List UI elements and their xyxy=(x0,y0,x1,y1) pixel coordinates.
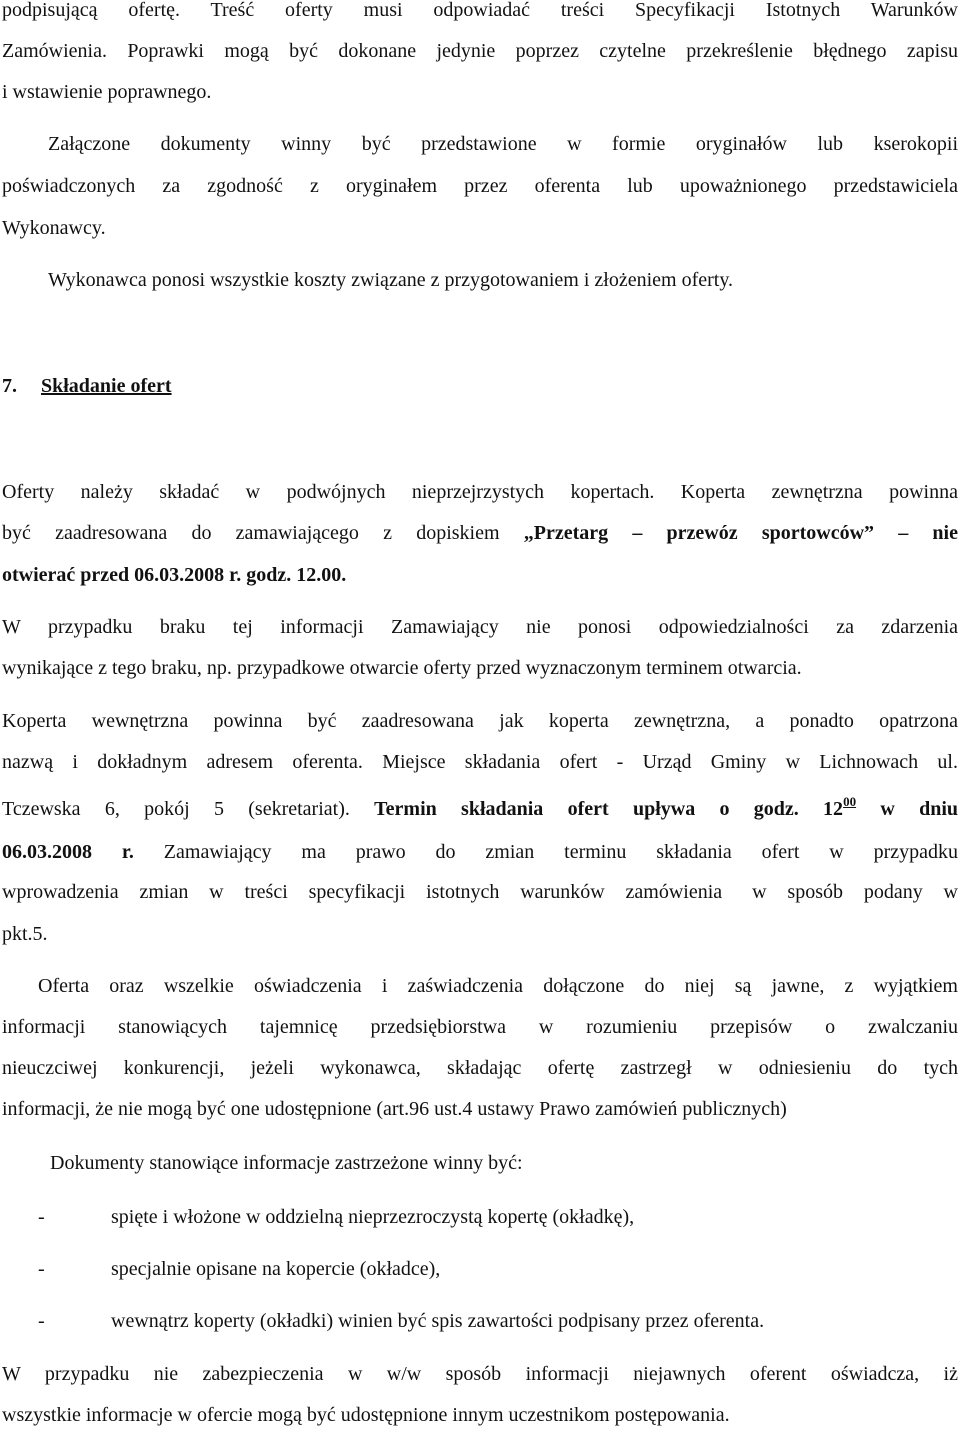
paragraph-6-line-5 xyxy=(2,880,958,904)
deadline-day-label: w dniu xyxy=(856,798,959,820)
paragraph-9-line-1: W przypadku nie zabezpieczenia w w/w sposób informacji niejawnych oferent oświadcza, iż xyxy=(2,1363,958,1385)
list-item-text: specjalnie opisane na kopercie (okładce), xyxy=(111,1258,441,1280)
paragraph-9-line-2: wszystkie informacje w ofercie mogą być udostępnione innym uczestnikom postępowania. xyxy=(2,1404,730,1426)
paragraph-2-line-3: Wykonawcy. xyxy=(2,217,106,239)
paragraph-6-line-1: Koperta wewnętrzna powinna być zaadresowana jak koperta zewnętrzna, a ponadto opatrzona xyxy=(2,710,958,732)
paragraph-7-line-1: Oferta oraz wszelkie oświadczenia i zaświadczenia dołączone do niej są jawne, z wyjątkiem xyxy=(38,975,958,997)
paragraph-6-line-5-text-a: wprowadzenia zmian w treści specyfikacji istotnych warunków zamówienia xyxy=(2,881,723,903)
deadline-minutes: 00 xyxy=(843,794,857,809)
paragraph-6-line-5-text-b: w sposób podany w xyxy=(752,881,958,903)
paragraph-4-line-3: otwierać przed 06.03.2008 r. godz. 12.00. xyxy=(2,564,347,586)
list-item-text: wewnątrz koperty (okładki) winien być spis zawartości podpisany przez oferenta. xyxy=(111,1310,765,1332)
paragraph-5-line-2: wynikające z tego braku, np. przypadkowe otwarcie oferty przed wyznaczonym terminem otwarcia. xyxy=(2,657,802,679)
paragraph-1-line-2: Zamówienia. Poprawki mogą być dokonane jedynie poprzez czytelne przekreślenie błędnego zapisu xyxy=(2,40,958,62)
paragraph-4-line-2-text: być zaadresowana do zamawiającego z dopiskiem xyxy=(2,522,524,544)
paragraph-1-line-1: podpisującą ofertę. Treść oferty musi odpowiadać treści Specyfikacji Istotnych Warunków xyxy=(2,0,958,21)
paragraph-7-line-2: informacji stanowiących tajemnicę przedsiębiorstwa w rozumieniu przepisów o zwalczaniu xyxy=(2,1016,958,1038)
paragraph-5-line-1: W przypadku braku tej informacji Zamawiający nie ponosi odpowiedzialności za zdarzenia xyxy=(2,616,958,638)
paragraph-8-line-1: Dokumenty stanowiące informacje zastrzeżone winny być: xyxy=(50,1152,523,1174)
paragraph-2-line-2: poświadczonych za zgodność z oryginałem przez oferenta lub upoważnionego przedstawiciela xyxy=(2,175,958,197)
paragraph-6-line-3-text: Tczewska 6, pokój 5 (sekretariat). xyxy=(2,798,375,820)
paragraph-6-line-4 xyxy=(2,840,958,864)
paragraph-6-line-4-text: Zamawiający ma prawo do zmian terminu składania ofert w przypadku xyxy=(133,841,958,863)
section-title: Składanie ofert xyxy=(41,375,172,397)
paragraph-1-line-3: i wstawienie poprawnego. xyxy=(2,81,212,103)
deadline-text xyxy=(374,794,959,820)
deadline-label: Termin składania ofert upływa o godz. 12 xyxy=(374,798,844,820)
paragraph-6-line-2: nazwą i dokładnym adresem oferenta. Miejsce składania ofert - Urząd Gminy w Lichnowach ul. xyxy=(2,751,958,773)
paragraph-7-line-3: nieuczciwej konkurencji, jeżeli wykonawca, składając ofertę zastrzegł w odniesieniu do tych xyxy=(2,1057,958,1079)
paragraph-2-line-1: Załączone dokumenty winny być przedstawione w formie oryginałów lub kserokopii xyxy=(48,133,958,155)
list-item-text: spięte i włożone w oddzielną nieprzezroczystą kopertę (okładkę), xyxy=(111,1206,635,1228)
list-dash: - xyxy=(38,1258,45,1280)
section-number: 7. xyxy=(2,375,17,397)
paragraph-6-line-6: pkt.5. xyxy=(2,923,48,945)
paragraph-4-line-1: Oferty należy składać w podwójnych nieprzejrzystych kopertach. Koperta zewnętrzna powinna xyxy=(2,481,958,503)
tender-label: „Przetarg – przewóz sportowców” – nie xyxy=(523,522,958,544)
list-dash: - xyxy=(38,1206,45,1228)
paragraph-6-line-3 xyxy=(2,794,959,823)
paragraph-7-line-4: informacji, że nie mogą być one udostępnione (art.96 ust.4 ustawy Prawo zamówień publicznych) xyxy=(2,1098,787,1120)
paragraph-4-line-2 xyxy=(2,521,958,545)
paragraph-3-line-1: Wykonawca ponosi wszystkie koszty związane z przygotowaniem i złożeniem oferty. xyxy=(48,269,734,291)
list-dash: - xyxy=(38,1310,45,1332)
section-heading xyxy=(2,374,958,398)
deadline-date: 06.03.2008 r. xyxy=(2,841,134,863)
